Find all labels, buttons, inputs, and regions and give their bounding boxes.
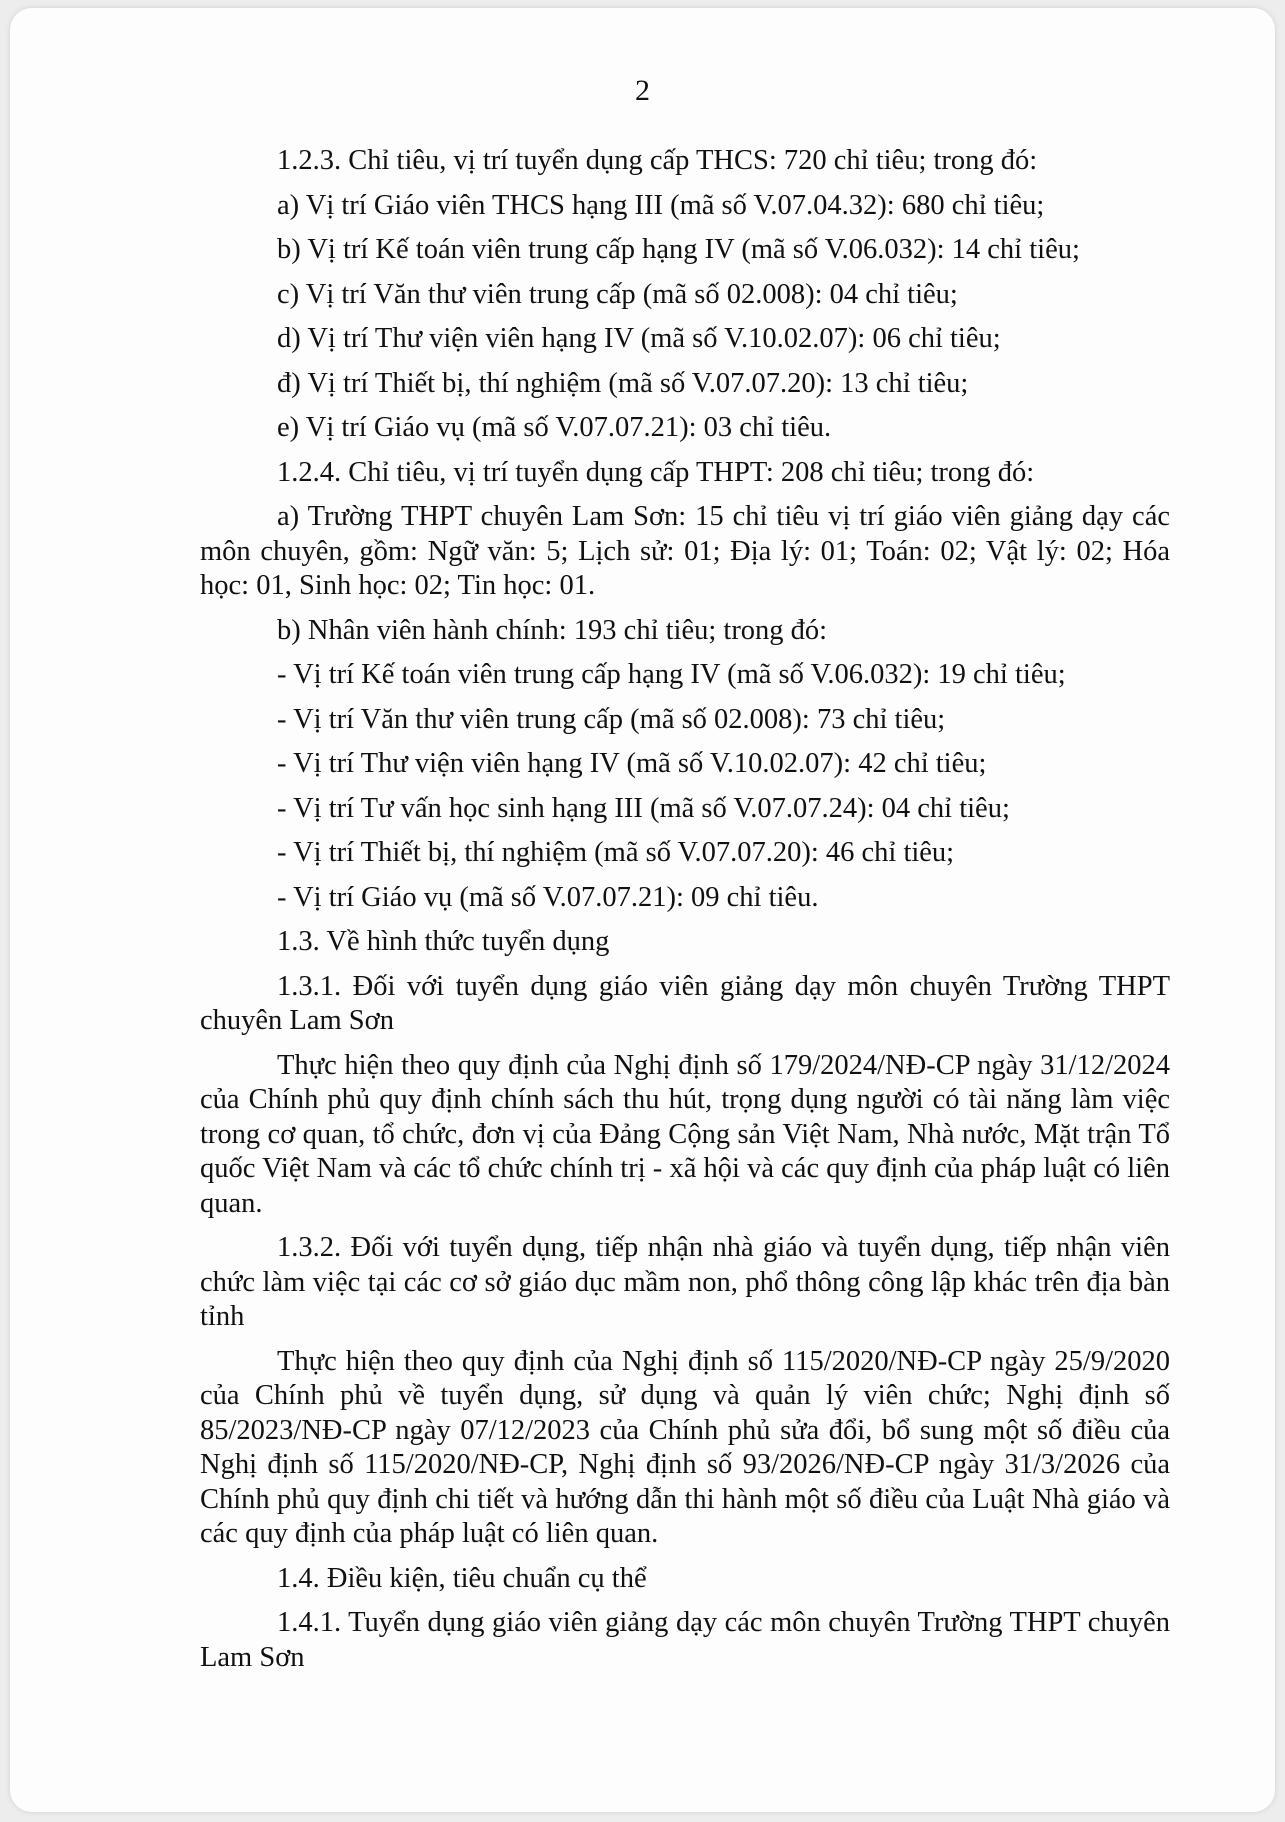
section-heading-1-3-2: 1.3.2. Đối với tuyển dụng, tiếp nhận nhà giáo và tuyển dụng, tiếp nhận viên chức làm việc tại các cơ sở giáo dục mầm non, phổ thông công lập khác trên địa bàn tỉnh	[200, 1232, 1170, 1332]
list-item: - Vị trí Văn thư viên trung cấp (mã số 02.008): 73 chỉ tiêu;	[277, 703, 946, 735]
document-body	[200, 144, 1170, 1685]
section-heading-1-2-3: 1.2.3. Chỉ tiêu, vị trí tuyển dụng cấp THCS: 720 chỉ tiêu; trong đó:	[277, 145, 1038, 176]
list-item: - Vị trí Tư vấn học sinh hạng III (mã số V.07.07.24): 04 chỉ tiêu;	[277, 792, 1010, 824]
section-heading-1-4: 1.4. Điều kiện, tiêu chuẩn cụ thể	[277, 1562, 647, 1594]
list-item: - Vị trí Kế toán viên trung cấp hạng IV (mã số V.06.032): 19 chỉ tiêu;	[277, 659, 1066, 690]
paragraph: a) Trường THPT chuyên Lam Sơn: 15 chỉ tiêu vị trí giáo viên giảng dạy các môn chuyên, gồm: Ngữ văn: 5; Lịch sử: 01; Địa lý: 01; Toán: 02; Vật lý: 02; Hóa học: 01, Sinh học: 02; Tin học: 01.	[200, 501, 1170, 601]
section-heading-1-3-1: 1.3.1. Đối với tuyển dụng giáo viên giảng dạy môn chuyên Trường THPT chuyên Lam Sơn	[200, 970, 1170, 1036]
list-item: - Vị trí Giáo vụ (mã số V.07.07.21): 09 chỉ tiêu.	[277, 881, 819, 913]
list-item: - Vị trí Thư viện viên hạng IV (mã số V.10.02.07): 42 chỉ tiêu;	[277, 748, 987, 779]
section-heading-1-4-1: 1.4.1. Tuyển dụng giáo viên giảng dạy các môn chuyên Trường THPT chuyên Lam Sơn	[200, 1607, 1170, 1673]
list-item: - Vị trí Thiết bị, thí nghiệm (mã số V.07.07.20): 46 chỉ tiêu;	[277, 837, 955, 868]
list-item: e) Vị trí Giáo vụ (mã số V.07.07.21): 03 chỉ tiêu.	[277, 412, 832, 443]
document-page	[10, 8, 1275, 1812]
list-item: b) Vị trí Kế toán viên trung cấp hạng IV (mã số V.06.032): 14 chỉ tiêu;	[277, 234, 1080, 265]
list-item: c) Vị trí Văn thư viên trung cấp (mã số 02.008): 04 chỉ tiêu;	[277, 278, 958, 310]
list-item: d) Vị trí Thư viện viên hạng IV (mã số V.10.02.07): 06 chỉ tiêu;	[277, 323, 1001, 354]
list-item: a) Vị trí Giáo viên THCS hạng III (mã số V.07.04.32): 680 chỉ tiêu;	[277, 189, 1045, 221]
section-heading-1-3: 1.3. Về hình thức tuyển dụng	[277, 926, 610, 957]
list-item: b) Nhân viên hành chính: 193 chỉ tiêu; trong đó:	[277, 614, 828, 646]
paragraph: Thực hiện theo quy định của Nghị định số 115/2020/NĐ-CP ngày 25/9/2020 của Chính phủ về tuyển dụng, sử dụng và quản lý viên chức; Nghị định số 85/2023/NĐ-CP ngày 07/12/2023 của Chính phủ sửa đổi, bổ sung một số điều của Nghị định số 115/2020/NĐ-CP, Nghị định số 93/2026/NĐ-CP ngày 31/3/2026 của Chính phủ quy định chi tiết và hướng dẫn thi hành một số điều của Luật Nhà giáo và các quy định của pháp luật có liên quan.	[200, 1345, 1170, 1549]
section-heading-1-2-4: 1.2.4. Chỉ tiêu, vị trí tuyển dụng cấp THPT: 208 chỉ tiêu; trong đó:	[277, 456, 1035, 488]
list-item: đ) Vị trí Thiết bị, thí nghiệm (mã số V.07.07.20): 13 chỉ tiêu;	[277, 367, 969, 399]
paragraph: Thực hiện theo quy định của Nghị định số 179/2024/NĐ-CP ngày 31/12/2024 của Chính phủ quy định chính sách thu hút, trọng dụng người có tài năng làm việc trong cơ quan, tổ chức, đơn vị của Đảng Cộng sản Việt Nam, Nhà nước, Mặt trận Tổ quốc Việt Nam và các tổ chức chính trị - xã hội và các quy định của pháp luật có liên quan.	[200, 1049, 1170, 1219]
page-number: 2	[635, 74, 650, 107]
